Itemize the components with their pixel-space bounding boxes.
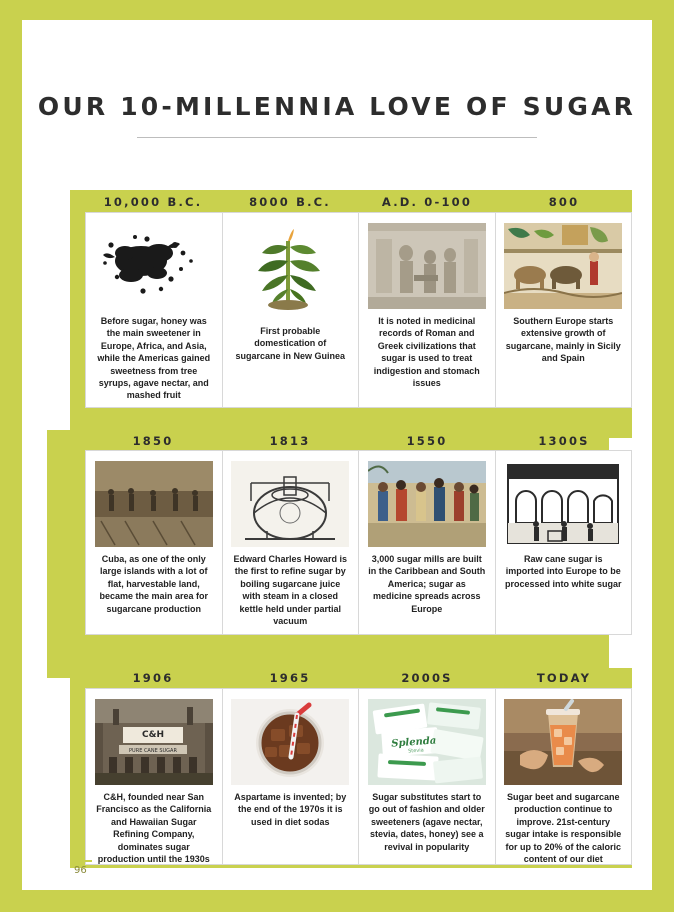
title-divider xyxy=(137,137,537,138)
entry-caption: Southern Europe starts extensive growth of sugarcane, mainly in Sicily and Spain xyxy=(505,316,621,364)
timeline-years-row-2 xyxy=(85,434,632,448)
entry-caption: Cuba, as one of the only large islands with a lot of flat, harvestable land, became the main area for sugarcane production xyxy=(99,554,209,614)
entry-caption: Sugar beet and sugarcane production continue to improve. 21st-century sugar intake is responsible for up to 20% of the caloric content of our diet xyxy=(505,792,622,865)
medieval-manuscript-oxen-illustration xyxy=(504,223,622,309)
year-label: 1300S xyxy=(538,434,590,448)
entry-caption: Aspartame is invented; by the end of the 1970s it is used in diet sodas xyxy=(234,792,347,827)
year-label: 800 xyxy=(548,195,580,209)
year-label: 10,000 B.C. xyxy=(103,195,203,209)
page-title-block xyxy=(22,92,652,138)
timeline-row-2 xyxy=(85,450,632,635)
entry-caption: First probable domestication of sugarcane in New Guinea xyxy=(235,326,346,361)
medieval-arcade-refinery-engraving xyxy=(504,461,622,547)
vacuum-kettle-engraving xyxy=(231,461,349,547)
page-number: 96 xyxy=(74,865,87,876)
entry-caption: Raw cane sugar is imported into Europe to be processed into white sugar xyxy=(504,554,622,589)
page-content xyxy=(22,20,652,890)
ch-pure-cane-sugar-factory-photo xyxy=(95,699,213,785)
year-label: 8000 B.C. xyxy=(249,195,331,209)
svg-text:C&H: C&H xyxy=(141,730,164,740)
year-label: 1550 xyxy=(406,434,448,448)
svg-text:Stevia: Stevia xyxy=(407,747,424,755)
timeline-years-row-1 xyxy=(85,195,632,209)
entry-caption: Edward Charles Howard is the first to refine sugar by boiling sugarcane juice with steam in a closed kettle held under partial vacuum xyxy=(233,554,348,627)
year-label: 2000S xyxy=(401,671,453,685)
caribbean-sugar-mill-painting xyxy=(368,461,486,547)
entry-caption: Sugar substitutes start to go out of fashion and older sweeteners (agave nectar, stevia, dates, honey) see a revival in popularity xyxy=(368,792,485,852)
roman-stone-relief-photo xyxy=(368,223,486,309)
year-label: 1813 xyxy=(269,434,311,448)
page-border-bottom xyxy=(0,890,674,912)
sugarcane-plant-illustration xyxy=(231,223,349,319)
timeline-entry xyxy=(495,689,632,864)
svg-text:PURE CANE SUGAR: PURE CANE SUGAR xyxy=(128,748,177,754)
entry-caption: Before sugar, honey was the main sweetener in Europe, Africa, and Asia, while the Americas gained sweetness from tree syrups, agave nectar, and mashed fruit xyxy=(97,316,211,401)
timeline-entry xyxy=(86,213,222,407)
splenda-sweetener-packets-photo xyxy=(368,699,486,785)
sepia-sugarcane-field-workers-photo xyxy=(95,461,213,547)
svg-text:Splenda: Splenda xyxy=(390,735,437,750)
year-label: 1965 xyxy=(269,671,311,685)
page-border-right xyxy=(652,0,674,912)
timeline-entry xyxy=(86,451,222,634)
timeline-entry xyxy=(222,451,359,634)
page-title: OUR 10-MILLENNIA LOVE OF SUGAR xyxy=(37,92,637,121)
timeline-entry xyxy=(358,213,495,407)
entry-caption: C&H, founded near San Francisco as the California and Hawaiian Sugar Refining Company, dominates sugar production until the 1930s xyxy=(96,792,212,865)
timeline-entry xyxy=(495,451,632,634)
bees-swarm-illustration xyxy=(95,223,213,309)
folio-rule xyxy=(72,860,92,862)
entry-caption: 3,000 sugar mills are built in the Caribbean and South America; sugar as medicine spreads across Europe xyxy=(368,554,486,614)
cola-glass-with-straw-photo xyxy=(231,699,349,785)
timeline-entry xyxy=(222,689,359,864)
timeline-entry xyxy=(86,689,222,864)
year-label: TODAY xyxy=(536,671,592,685)
page-border-top xyxy=(0,0,674,20)
year-label: 1906 xyxy=(132,671,174,685)
timeline-entry xyxy=(358,451,495,634)
timeline-row-3 xyxy=(85,688,632,865)
entry-caption: It is noted in medicinal records of Roman and Greek civilizations that sugar is used to treat indigestion and stomach issues xyxy=(373,316,480,389)
timeline-years-row-3 xyxy=(85,671,632,685)
timeline-entry xyxy=(495,213,632,407)
year-label: A.D. 0-100 xyxy=(381,195,473,209)
iced-drink-in-hand-photo xyxy=(504,699,622,785)
timeline-entry xyxy=(358,689,495,864)
timeline-row-1 xyxy=(85,212,632,408)
timeline-entry xyxy=(222,213,359,407)
year-label: 1850 xyxy=(132,434,174,448)
page-border-left xyxy=(0,0,22,912)
